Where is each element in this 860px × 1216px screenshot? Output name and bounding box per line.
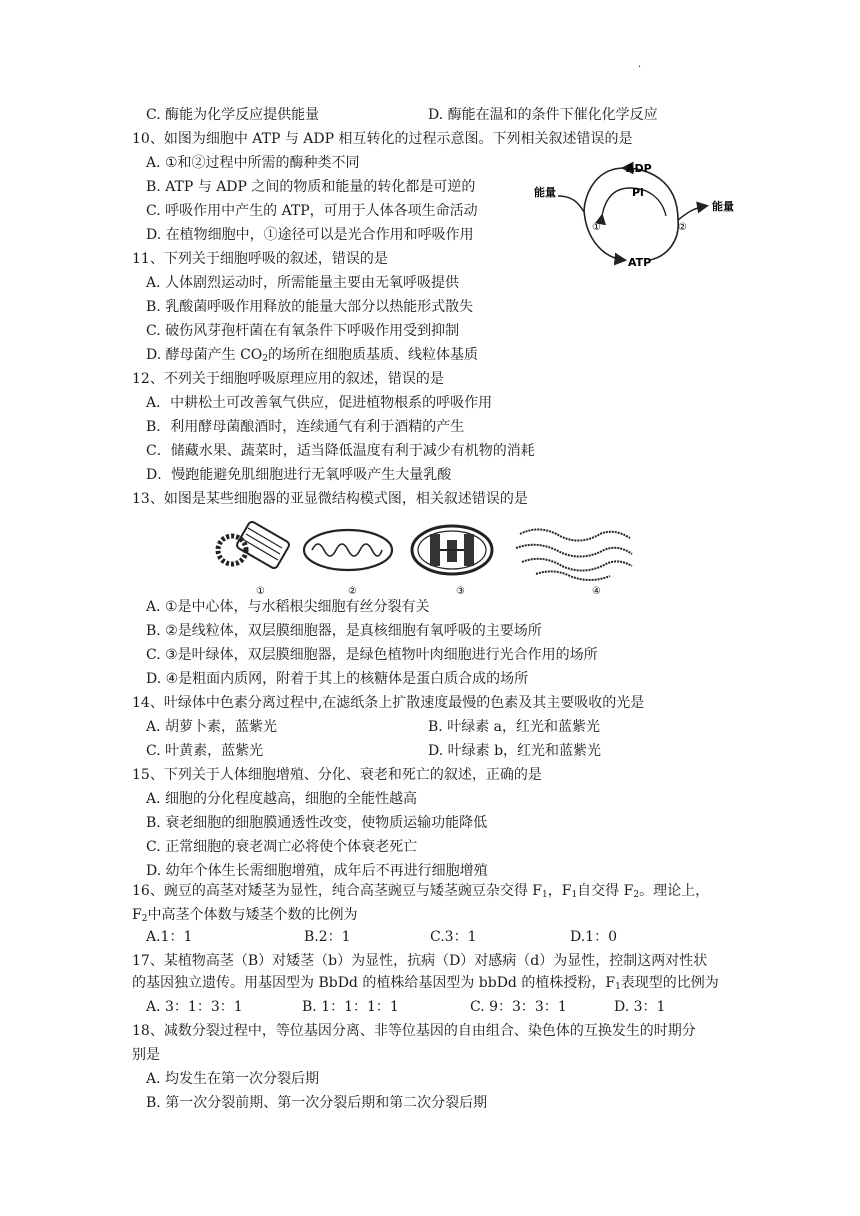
subscript: 2 [141,914,148,924]
q12-option-c: C．储藏水果、蔬菜时，适当降低温度有利于减少有机物的消耗 [146,443,535,459]
q13-option-a: A. ①是中心体，与水稻根尖细胞有丝分裂有关 [146,599,430,615]
q16-text-c: 自交得 F [577,883,634,899]
q13-option-b: B. ②是线粒体，双层膜细胞器，是真核细胞有氧呼吸的主要场所 [146,623,542,639]
q17-stem-line1: 17、某植物高茎（B）对矮茎（b）为显性，抗病（D）对感病（d）为显性，控制这两对性状 [132,953,708,969]
energy-in-arrow [558,196,584,212]
q16-option-d: D.1：0 [570,929,617,945]
q15-stem: 15、下列关于人体细胞增殖、分化、衰老和死亡的叙述，正确的是 [132,767,542,783]
subscript: 2 [633,890,640,900]
q18-option-b: B. 第一次分裂前期、第一次分裂后期和第二次分裂后期 [146,1095,488,1111]
q15-option-c: C. 正常细胞的衰老凋亡必将使个体衰老死亡 [146,839,418,855]
energy-out-label: 能量 [712,200,734,213]
top-mark: · [638,62,642,73]
q14-option-d: D. 叶绿素 b，红光和蓝紫光 [428,743,602,759]
q16-text-f: 中高茎个体数与矮茎个数的比例为 [147,907,358,923]
q9-option-d: D. 酶能在温和的条件下催化化学反应 [428,107,658,123]
q16-option-c: C.3：1 [430,929,477,945]
cycle-arc-left-top [584,168,624,210]
q17-option-c: C. 9：3：3：1 [470,999,567,1015]
q15-option-b: B. 衰老细胞的细胞膜通透性改变，使物质运输功能降低 [146,815,488,831]
q10-option-c: C. 呼吸作用中产生的 ATP，可用于人体各项生命活动 [146,203,478,219]
pi-label: Pi [632,186,644,199]
q9-option-c: C. 酶能为化学反应提供能量 [146,107,320,123]
q13-option-c: C. ③是叶绿体，双层膜细胞器，是绿色植物叶肉细胞进行光合作用的场所 [146,647,598,663]
subscript: 1 [571,890,578,900]
q10-option-a: A. ①和②过程中所需的酶种类不同 [146,155,360,171]
q16-text-b: ，F [547,883,572,899]
q17-option-a: A. 3：1：3：1 [146,999,243,1015]
q17-text-a: 的基因独立遗传。用基因型为 BbDd 的植株给基因型为 bbDd 的植株授粉，F [132,975,616,991]
q16-text-d: 。理论上， [639,883,710,899]
q11-d-text-2: 的场所在细胞质基质、线粒体基质 [268,347,478,363]
subscript: 1 [615,982,621,992]
q11-option-a: A. 人体剧烈运动时，所需能量主要由无氧呼吸提供 [146,275,460,291]
q12-stem: 12、不列关于细胞呼吸原理应用的叙述，错误的是 [132,371,444,387]
organelle-label-3: ③ [456,586,465,597]
q16-stem-line2 [132,906,357,928]
process-1-label: ① [592,222,601,233]
q13-stem: 13、如图是某些细胞器的亚显微结构模式图，相关叙述错误的是 [132,491,528,507]
q11-option-c: C. 破伤风芽孢杆菌在有氧条件下呼吸作用受到抑制 [146,323,460,339]
organelle-label-2: ② [348,586,357,597]
mitochondrion-image [304,530,392,570]
q14-stem: 14、叶绿体中色素分离过程中,在滤纸条上扩散速度最慢的色素及其主要吸收的光是 [132,695,645,711]
q11-option-b: B. 乳酸菌呼吸作用释放的能量大部分以热能形式散失 [146,299,474,315]
co2-subscript: 2 [262,354,268,364]
q12-option-b: B．利用酵母菌酿酒时，连续通气有利于酒精的产生 [146,419,465,435]
q11-option-d [146,346,478,368]
q10-option-b: B. ATP 与 ADP 之间的物质和能量的转化都是可逆的 [146,179,476,195]
energy-out-arrow [678,206,706,220]
organelle-label-4: ④ [592,586,601,597]
atp-label: ATP [628,256,652,269]
rough-er-image [516,529,632,580]
centriole-image [218,521,290,570]
q15-option-a: A. 细胞的分化程度越高，细胞的全能性越高 [146,791,418,807]
q17-option-b: B. 1：1：1：1 [302,999,399,1015]
q15-option-d: D. 幼年个体生长需细胞增殖，成年后不再进行细胞增殖 [146,863,488,879]
q18-stem-line2: 别是 [132,1047,160,1063]
q10-option-d: D. 在植物细胞中，①途径可以是光合作用和呼吸作用 [146,227,474,243]
q10-stem: 10、如图为细胞中 ATP 与 ADP 相互转化的过程示意图。下列相关叙述错误的是 [132,131,633,147]
organelle-figure [200,514,650,598]
q12-option-d: D．慢跑能避免肌细胞进行无氧呼吸产生大量乳酸 [146,467,452,483]
process-2-label: ② [678,222,687,233]
organelle-label-1: ① [256,586,265,597]
pi-arc [602,188,630,216]
q14-option-b: B. 叶绿素 a，红光和蓝紫光 [428,719,600,735]
cycle-arc-bottom-right [650,220,678,260]
q16-stem-line1 [132,882,709,904]
q18-stem-line1: 18、减数分裂过程中，等位基因分离、非等位基因的自由组合、染色体的互换发生的时期分 [132,1023,696,1039]
q14-option-c: C. 叶黄素，蓝紫光 [146,743,264,759]
chloroplast-image [412,526,492,574]
q16-option-a: A.1：1 [146,929,193,945]
q16-text-e: F [132,907,142,923]
atp-adp-diagram [528,150,760,280]
q17-option-d: D. 3：1 [614,999,666,1015]
q16-option-b: B.2：1 [304,929,351,945]
q17-text-b: 表现型的比例为 [620,975,719,991]
energy-in-label: 能量 [534,186,556,199]
cycle-arc-bottom-left [584,210,624,260]
adp-label: ADP [626,162,652,175]
q16-text-a: 16、豌豆的高茎对矮茎为显性，纯合高茎豌豆与矮茎豌豆杂交得 F [132,883,542,899]
q14-option-a: A. 胡萝卜素，蓝紫光 [146,719,278,735]
q11-d-text-1: D. 酵母菌产生 CO [146,347,263,363]
q12-option-a: A．中耕松土可改善氧气供应，促进植物根系的呼吸作用 [146,395,493,411]
q17-stem-line2 [132,974,719,996]
q13-option-d: D. ④是粗面内质网，附着于其上的核糖体是蛋白质合成的场所 [146,671,529,687]
q11-stem: 11、下列关于细胞呼吸的叙述，错误的是 [132,251,388,267]
q18-option-a: A. 均发生在第一次分裂后期 [146,1071,320,1087]
subscript: 1 [541,890,548,900]
